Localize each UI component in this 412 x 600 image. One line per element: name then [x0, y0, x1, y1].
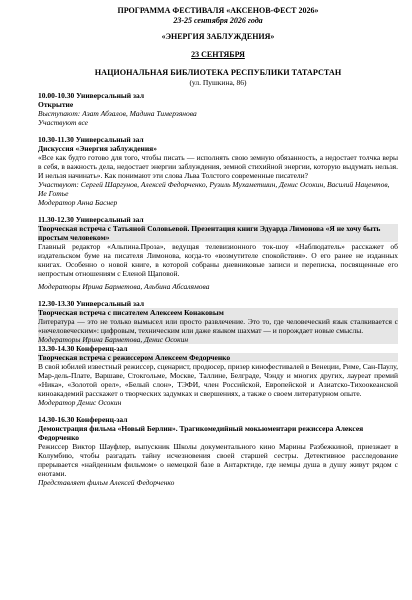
- event-discussion: [38, 135, 398, 207]
- event-time-place: 10.30-11.30 Универсальный зал: [38, 135, 144, 144]
- event-moderator: Модератор Анна Баснер: [38, 198, 118, 207]
- event-opening: [38, 91, 398, 127]
- event-time-place: 12.30-13.30 Универсальный зал: [38, 299, 145, 308]
- event-title: Открытие: [38, 100, 74, 109]
- event-time-place: 10.00-10.30 Универсальный зал: [38, 91, 145, 100]
- event-title: Демонстрация фильма «Новый Берлин». Трагикомедийный мокьюментари режиссера Алексея Федорченко: [38, 424, 364, 442]
- event-title: Творческая встреча с писателем Алексеем Конаковым: [38, 308, 398, 317]
- event-moderator: Представляет фильм Алексей Федорченко: [38, 478, 175, 487]
- event-speakers: Выступают: Азат Абзалов, Мадина Тимерзянова: [38, 109, 197, 118]
- event-title: Дискуссия «Энергия заблуждения»: [38, 144, 157, 153]
- event-title: Творческая встреча с режиссером Алексеем Федорченко: [38, 353, 398, 362]
- event-time-place: 14.30-16.30 Конференц-зал: [38, 415, 128, 424]
- event-description: В свой юбилей известный режиссер, сценарист, продюсер, призер кинофестивалей в Венеции, Риме, Сан-Паулу, Мар-дель-Плате, Варшаве, Стокгольме, Москве, Таллине, Белграде, Чэнду и многих других, лауреат премий «Ника», «Золотой орел», «Белый слон», ТЭФИ, член Российской, Европейской и Азиатско-Тихоокеанской киноакадемий расскажет о творческих задумках и свершениях, а также о своем литературном опыте.: [38, 362, 398, 398]
- event-description: «Все как будто готово для того, чтобы писать — исполнять свою земную обязанность, а недостает толчка веры в себя, в важность дела, недостает энергии заблуждения, земной стихийной энергии, которую выдумать нельзя. И нельзя начинать». Как понимают эти слова Льва Толстого современные писатели?: [38, 153, 398, 180]
- event-moderator: Модератор Денис Осокин: [38, 398, 122, 407]
- festival-dates: 23-25 сентября 2026 года: [173, 16, 263, 25]
- event-time-place: 11.30-12.30 Универсальный зал: [38, 215, 144, 224]
- event-participants: Участвуют: Сергей Шаргунов, Алексей Федорченко, Рузиль Мухаметшин, Денис Осокин, Василий Нацентов, Ие Готье: [38, 180, 390, 198]
- event-time-place: 13.30-14.30 Конференц-зал: [38, 344, 128, 353]
- event-konakov-meeting: [38, 299, 398, 344]
- event-film-screening: [38, 415, 398, 487]
- event-description: Режиссер Виктор Шауфлер, выпускник Школы документального кино Марины Разбежкиной, приезжает в Колумбию, чтобы разгадать тайну исчезновения своей старшей сестры. Детективное расследование прерывается «найденным фильмом» о немецкой базе в Антарктиде, где немцы душа в душу живут рядом с енотами.: [38, 442, 398, 478]
- event-fedorchenko-meeting: [38, 344, 398, 407]
- event-soloveva-meeting: [38, 215, 398, 291]
- festival-theme: «ЭНЕРГИЯ ЗАБЛУЖДЕНИЯ»: [161, 32, 275, 41]
- event-participants: Участвуют все: [38, 118, 88, 127]
- program-title: ПРОГРАММА ФЕСТИВАЛЯ «АКСЕНОВ-ФЕСТ 2026»: [117, 6, 319, 15]
- event-title: Творческая встреча с Татьяной Соловьевой. Презентация книги Эдуарда Лимонова «Я не хочу быть простым человеком»: [38, 224, 398, 242]
- event-description: Литература — это не только вымысел или просто развлечение. Это то, где человеческий язык сталкивается с «нечеловеческим»: цифровым, техническим или даже языком шахмат — и порождает новые смыслы.: [38, 317, 398, 335]
- venue-name: НАЦИОНАЛЬНАЯ БИБЛИОТЕКА РЕСПУБЛИКИ ТАТАРСТАН: [94, 68, 342, 77]
- day-heading: 23 СЕНТЯБРЯ: [191, 50, 245, 59]
- event-description: Главный редактор «Альпина.Проза», ведущая телевизионного ток-шоу «Наблюдатель» расскажет об издательском буме на писателя Лимонова, когда-то «возмутителе спокойствия». О его ранее не изданных книгах. Особенно о новой книге, в которой собраны дневниковые записи и переписка, посвященные его непростым отношениям с Еленой Щаповой.: [38, 242, 398, 278]
- venue-address: (ул. Пушкина, 86): [189, 78, 247, 87]
- event-moderator: Модераторы Ирина Барметова, Денис Осокин: [38, 335, 398, 344]
- event-moderator: Модераторы Ирина Барметова, Альбина Абсалямова: [38, 282, 210, 291]
